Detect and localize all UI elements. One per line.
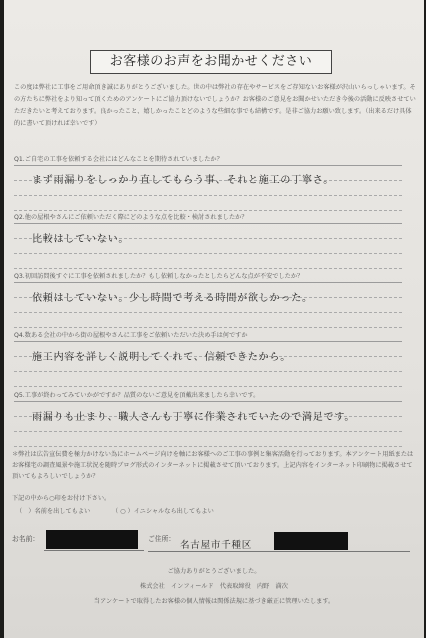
survey-sheet xyxy=(4,0,424,638)
answer-box-2 xyxy=(14,223,402,269)
answer-4: 施工内容を詳しく説明してくれて、信頼できたから。 xyxy=(32,352,291,363)
answer-3: 依頼はしていない。少し時間で考える時間が欲しかった。 xyxy=(32,293,313,304)
answer-box-5 xyxy=(14,401,402,447)
answer-1: まず雨漏りをしっかり直してもらう事、それと施工の丁寧さ。 xyxy=(32,175,334,186)
name-redaction xyxy=(46,530,138,549)
name-underline xyxy=(44,550,144,551)
answer-2: 比較はしていない。 xyxy=(32,234,130,245)
choose-instruction: 下記の中から○印をお付け下さい。 xyxy=(12,495,111,502)
answer-line xyxy=(14,312,402,313)
address-underline xyxy=(148,551,410,552)
option-name-ok: （ ）名前を出してもよい xyxy=(16,508,91,515)
answer-box-4 xyxy=(14,341,402,387)
answer-box-3 xyxy=(14,282,402,328)
answer-line xyxy=(14,327,402,328)
thanks-text: ご協力ありがとうございました。 xyxy=(167,568,261,575)
question-2: Q2.他の屋根やさんにご依頼いただく際にどのような点を比較・検討されましたか？ xyxy=(14,214,248,221)
page-title: お客様のお声をお聞かせください xyxy=(90,50,332,74)
answer-line xyxy=(14,371,402,372)
answer-5: 雨漏りも止まり、職人さんも丁寧に作業されていたので満足です。 xyxy=(32,412,356,423)
company-text: 株式会社 インフィールド 代表取締役 内野 満次 xyxy=(140,583,288,590)
answer-line xyxy=(14,210,402,211)
question-5: Q5.工事が終わってみていかがですか？品質のないご意見を頂戴出来ましたら幸いです。 xyxy=(14,392,260,399)
option-initials-ok: （ ○ ）イニシャルなら出してもよい xyxy=(112,508,214,515)
publication-notice: ＊弊社は広告宣伝費を極力かけない為にホームページ向けを軸にお客様へのご工事の事例と集客活動を行っております。本アンケート用紙またはお客様宅の調査風景や施工状況を随時ブログ形式のインターネットに掲載させて頂いております。上記内容をインターネット印刷物に掲載させて頂いてもよろしいでしょうか？ xyxy=(12,451,414,480)
question-4: Q4.数ある会社の中から街の屋根やさんに工事をご依頼いただいた決め手は何ですか xyxy=(14,332,248,339)
answer-line xyxy=(14,446,402,447)
answer-line xyxy=(14,195,402,196)
question-1: Q1.ご自宅の工事を依頼する会社にはどんなことを期待されていましたか？ xyxy=(14,156,223,163)
address-label: ご住所： xyxy=(148,535,176,543)
intro-text: この度は弊社に工事をご用命頂き誠にありがとうございました。世の中は弊社の存在やサービスをご存知ないお客様が沢山いらっしゃいます。その方たちに弊社をより知って頂くためのアンケートにご協力頂けないでしょうか？お客様のご意見をお聞かせいただき今後の活動に反映させていただきたいと考えております。良かったこと、嬉しかったことどのような些細な事でも結構です。是非ご協力お願い致します。（出来るだけ具体的に書いて頂ければ幸いです） xyxy=(14,84,416,127)
privacy-text: 当アンケートで取得したお客様の個人情報は関係法規に基づき厳正に管理いたします。 xyxy=(93,598,335,605)
name-label: お名前： xyxy=(12,535,40,543)
answer-line xyxy=(14,253,402,254)
question-3: Q3.初回訪問後すぐに工事を依頼されましたか？もし依頼しなかったとしたらどんな点が不安でしたか？ xyxy=(14,273,304,280)
answer-box-1 xyxy=(14,165,402,211)
address-value: 名古屋市千種区 xyxy=(180,540,253,551)
address-redaction xyxy=(274,532,348,550)
answer-line xyxy=(14,268,402,269)
answer-line xyxy=(14,386,402,387)
answer-line xyxy=(14,431,402,432)
